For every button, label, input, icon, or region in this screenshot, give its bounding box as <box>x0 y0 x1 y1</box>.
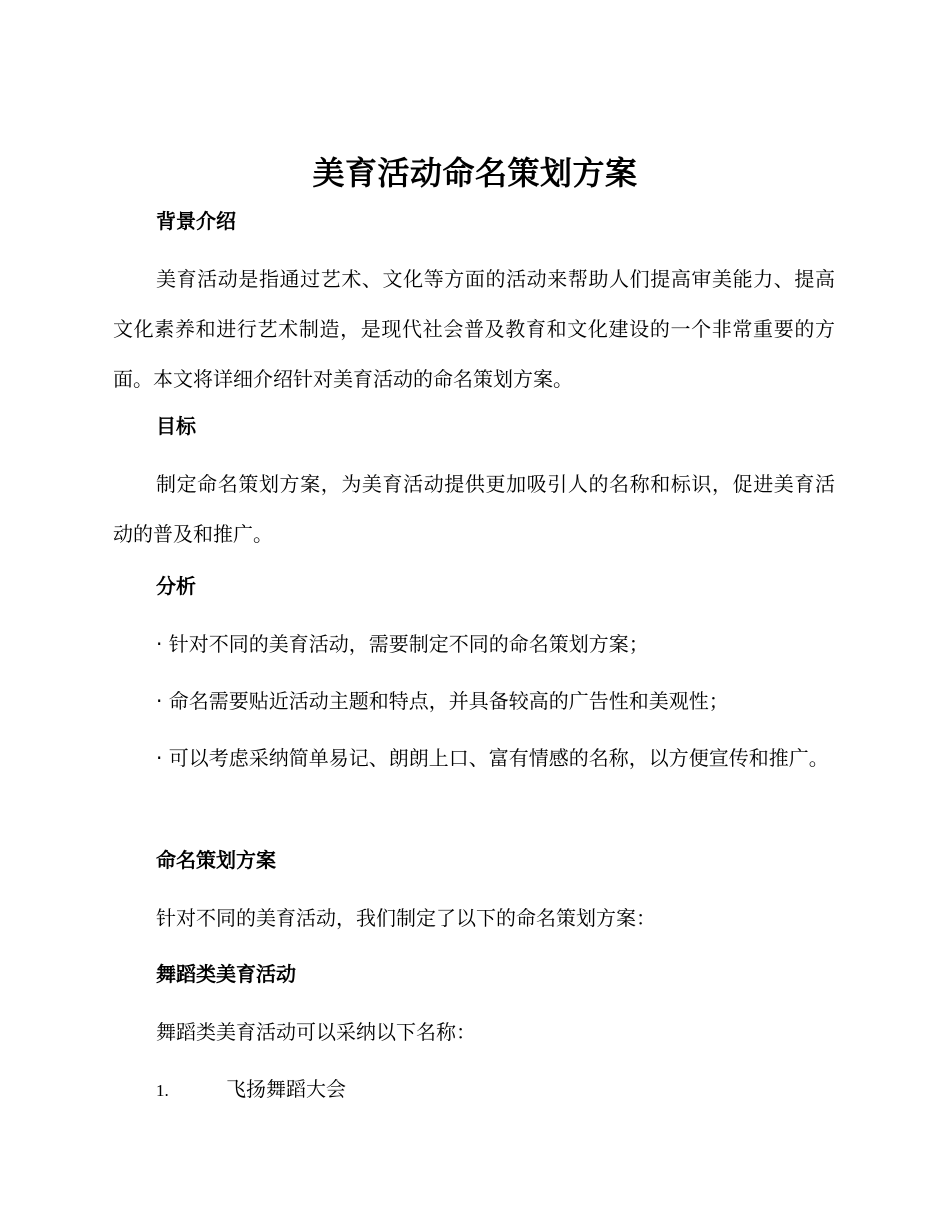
analysis-bullet-1: · 针对不同的美育活动，需要制定不同的命名策划方案； <box>156 632 649 656</box>
paragraph-dance: 舞蹈类美育活动可以采纳以下名称： <box>156 1020 476 1044</box>
analysis-bullet-2: · 命名需要贴近活动主题和特点，并具备较高的广告性和美观性； <box>156 689 729 713</box>
heading-dance: 舞蹈类美育活动 <box>156 962 296 986</box>
list-item-text: 飞扬舞蹈大会 <box>226 1077 346 1101</box>
document-title: 美育活动命名策划方案 <box>312 154 638 192</box>
paragraph-background: 美育活动是指通过艺术、文化等方面的活动来帮助人们提高审美能力、提高文化素养和进行艺术制造，是现代社会普及教育和文化建设的一个非常重要的方面。本文将详细介绍针对美育活动的命名策划方案。 <box>113 267 835 391</box>
heading-plan: 命名策划方案 <box>156 848 276 872</box>
heading-goal: 目标 <box>156 414 196 438</box>
heading-background: 背景介绍 <box>156 209 236 233</box>
heading-analysis: 分析 <box>156 574 196 598</box>
paragraph-plan: 针对不同的美育活动，我们制定了以下的命名策划方案： <box>156 906 656 930</box>
list-item-number: 1. <box>156 1081 169 1100</box>
paragraph-goal: 制定命名策划方案，为美育活动提供更加吸引人的名称和标识，促进美育活动的普及和推广。 <box>113 472 835 546</box>
analysis-bullet-3: · 可以考虑采纳简单易记、朗朗上口、富有情感的名称，以方便宣传和推广。 <box>156 746 829 770</box>
list-item <box>156 1074 346 1106</box>
